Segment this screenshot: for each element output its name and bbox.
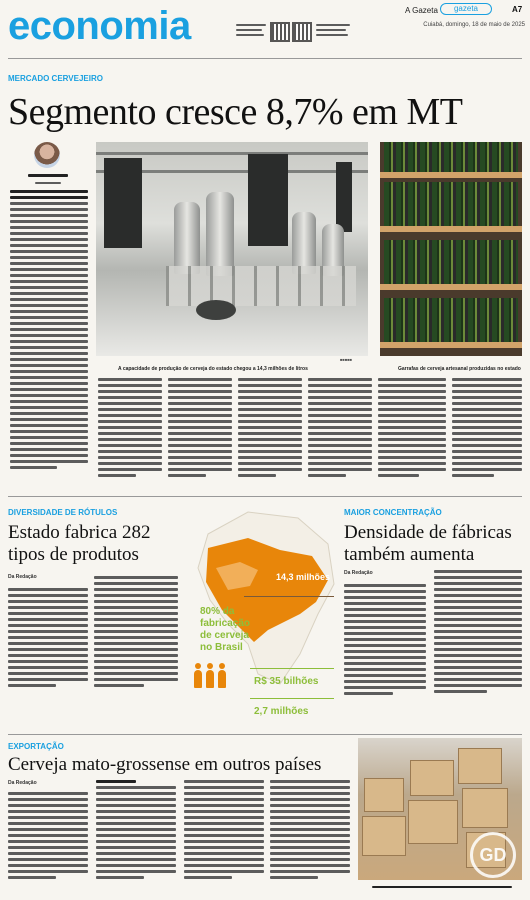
qr-code-icon[interactable] bbox=[270, 22, 290, 42]
headline: Cerveja mato-grossense em outros países bbox=[8, 754, 322, 775]
stat-value: 14,3 milhões bbox=[276, 572, 331, 582]
headline: Segmento cresce 8,7% em MT bbox=[8, 91, 463, 133]
brand-prefix: A Gazeta bbox=[405, 6, 438, 15]
article-column bbox=[94, 576, 178, 690]
article-column bbox=[8, 792, 88, 882]
headline bbox=[8, 522, 188, 566]
section-title: economia bbox=[8, 4, 191, 48]
author-name bbox=[14, 172, 82, 179]
brewery-photo bbox=[96, 142, 368, 356]
stat-value: 2,7 milhões bbox=[254, 706, 309, 717]
stat-text: no Brasil bbox=[200, 642, 243, 653]
article-column bbox=[378, 378, 446, 480]
article-column bbox=[98, 378, 162, 480]
article-column bbox=[270, 780, 350, 882]
kicker: MAIOR CONCENTRAÇÃO bbox=[344, 508, 442, 517]
stat-value: 80% da bbox=[200, 606, 235, 617]
headline-line: Densidade de fábricas bbox=[344, 522, 512, 543]
qr-code-icon[interactable] bbox=[292, 22, 312, 42]
article-column bbox=[434, 570, 522, 696]
article-column bbox=[96, 780, 176, 882]
kicker: EXPORTAÇÃO bbox=[8, 742, 64, 751]
article-column bbox=[238, 378, 302, 480]
article-column bbox=[184, 780, 264, 882]
photo-credit: ■■■■■ bbox=[340, 357, 353, 362]
watermark-logo: GD bbox=[470, 832, 516, 878]
divider bbox=[8, 58, 522, 59]
article-column bbox=[8, 588, 88, 690]
byline: Da Redação bbox=[8, 574, 37, 580]
author-role bbox=[14, 181, 82, 185]
stat-value: R$ 35 bilhões bbox=[254, 676, 319, 687]
masthead bbox=[0, 0, 530, 56]
kicker: DIVERSIDADE DE RÓTULOS bbox=[8, 508, 118, 517]
brand-logo: gazeta bbox=[440, 3, 492, 15]
dateline: Cuiabá, domingo, 18 de maio de 2025 bbox=[423, 22, 525, 28]
author-avatar bbox=[34, 142, 60, 168]
photo-caption: A capacidade de produção de cerveja do estado chegou a 14,3 milhões de litros bbox=[118, 366, 308, 372]
stat-block bbox=[200, 606, 280, 654]
headline-line: Estado fabrica 282 bbox=[8, 522, 151, 543]
article-column bbox=[452, 378, 522, 480]
stat-text: fabricação bbox=[200, 618, 251, 629]
photo-caption: Garrafas de cerveja artesanal produzidas no estado bbox=[398, 366, 521, 372]
headline-line: tipos de produtos bbox=[8, 544, 139, 565]
stat-text: de cerveja bbox=[200, 630, 249, 641]
headline bbox=[344, 522, 526, 566]
people-icon bbox=[194, 664, 228, 688]
bottles-photo bbox=[380, 142, 522, 356]
page-number: A7 bbox=[512, 5, 523, 14]
byline: Da Redação bbox=[344, 570, 373, 576]
divider bbox=[250, 698, 334, 699]
divider bbox=[8, 496, 522, 497]
headline-line: também aumenta bbox=[344, 544, 475, 565]
byline: Da Redação bbox=[8, 780, 37, 786]
article-column bbox=[344, 584, 426, 698]
article-column bbox=[10, 190, 88, 472]
kicker: MERCADO CERVEJEIRO bbox=[8, 74, 103, 83]
divider bbox=[8, 734, 522, 735]
article-column bbox=[168, 378, 232, 480]
article-column bbox=[308, 378, 372, 480]
divider bbox=[250, 668, 334, 669]
photo-caption bbox=[372, 886, 522, 891]
masthead-note bbox=[316, 24, 356, 39]
leader-line bbox=[244, 596, 334, 597]
